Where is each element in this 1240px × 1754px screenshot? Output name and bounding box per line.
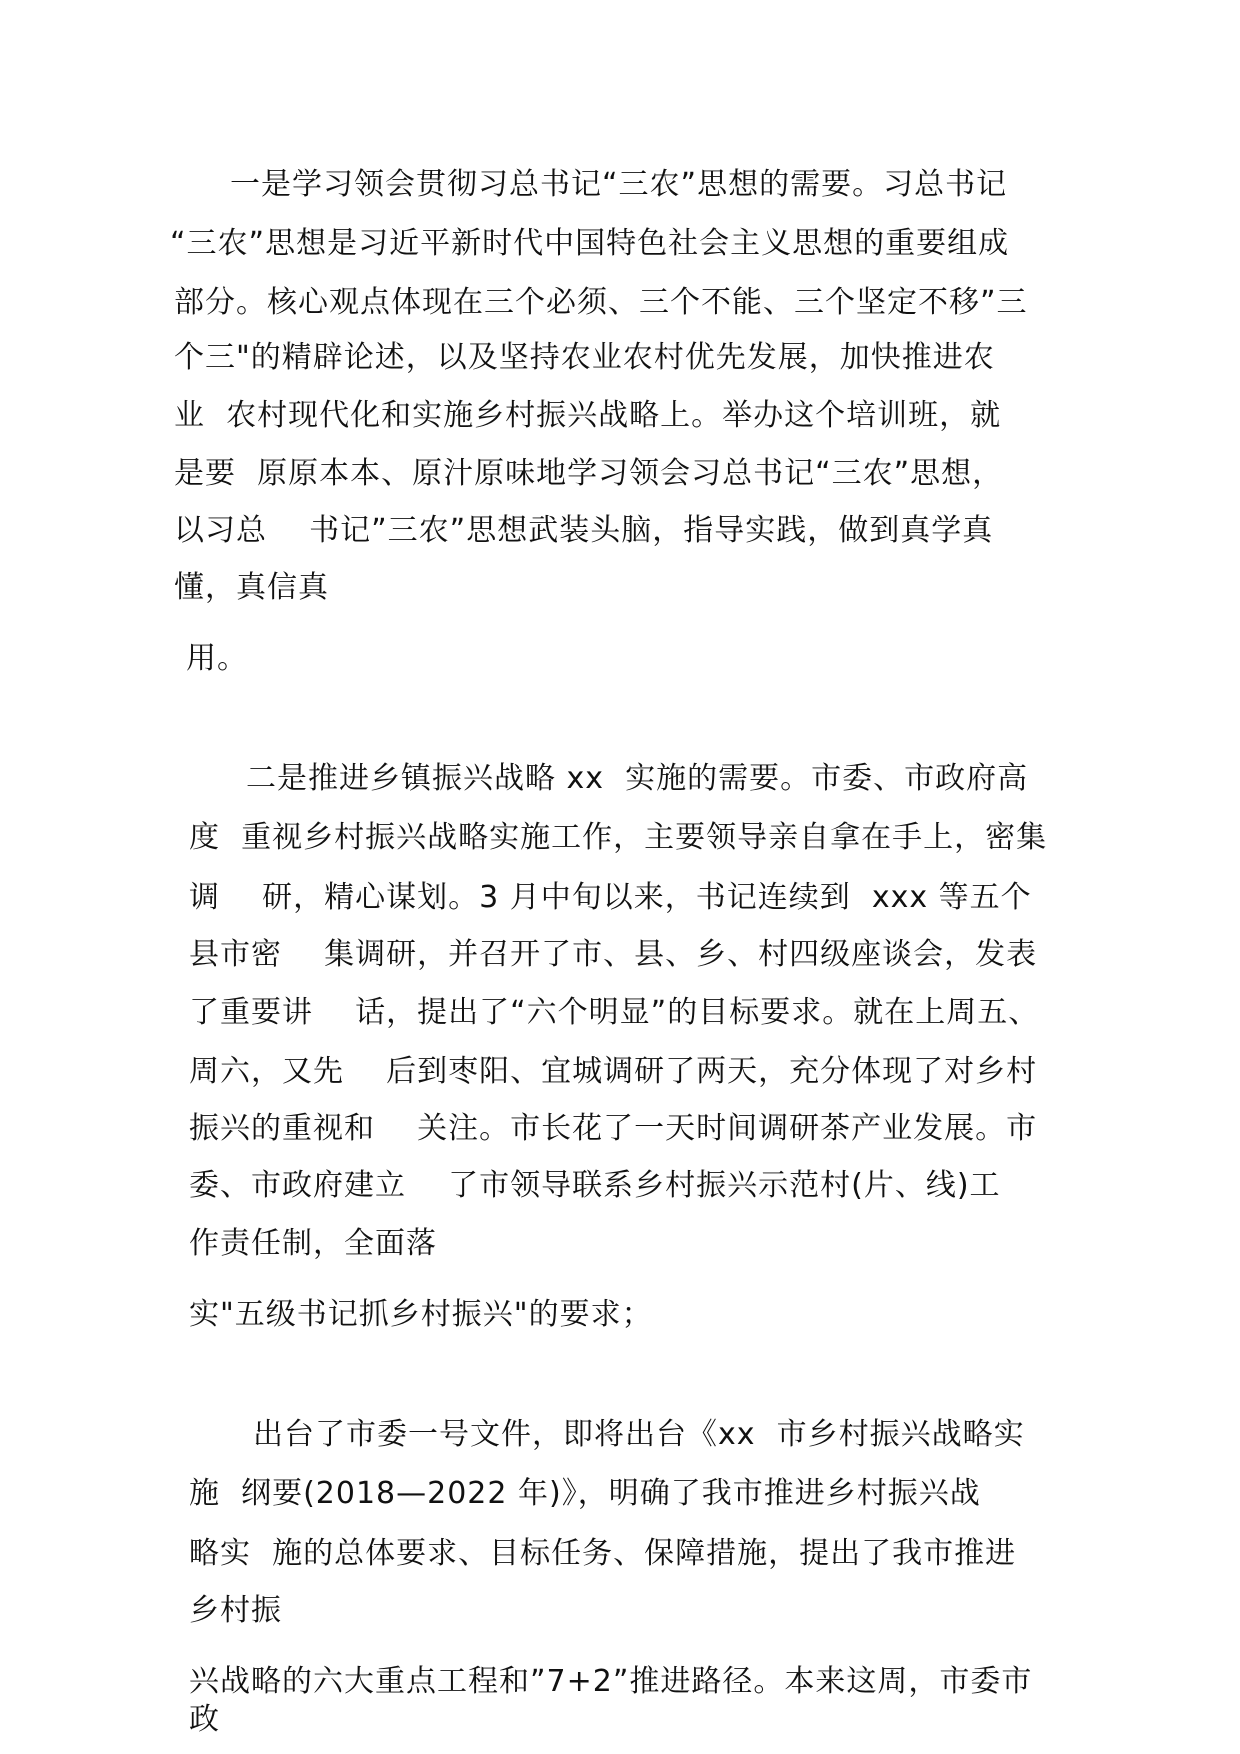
paragraph-2-line-9: 作责任制，全面落 — [189, 1226, 437, 1261]
paragraph-1-line-3: 部分。核心观点体现在三个必须、三个不能、三个坚定不移”三 — [174, 285, 1028, 320]
paragraph-1-line-4: 个三"的精辟论述，以及坚持农业农村优先发展，加快推进农 — [174, 340, 995, 375]
paragraph-3-line-2: 施 纲要(2018—2022 年)》，明确了我市推进乡村振兴战 — [189, 1476, 981, 1511]
paragraph-2-line-1: 二是推进乡镇振兴战略 xx 实施的需要。市委、市政府高 — [246, 761, 1029, 796]
paragraph-1-line-7: 以习总 书记”三农”思想武装头脑，指导实践，做到真学真 — [174, 513, 994, 548]
paragraph-1-line-1: 一是学习领会贯彻习总书记“三农”思想的需要。习总书记 — [230, 167, 1008, 202]
paragraph-3-line-1: 出台了市委一号文件，即将出台《xx 市乡村振兴战略实 — [253, 1417, 1025, 1452]
paragraph-3-line-5: 兴战略的六大重点工程和”7+2”推进路径。本来这周，市委市 — [189, 1664, 1033, 1699]
paragraph-2-line-7: 振兴的重视和 关注。市长花了一天时间调研茶产业发展。市 — [189, 1111, 1038, 1146]
paragraph-1-line-9: 用。 — [186, 641, 248, 676]
paragraph-1-line-8: 懂，真信真 — [174, 570, 329, 605]
paragraph-3-line-6: 政 — [189, 1702, 220, 1737]
paragraph-2-line-10: 实"五级书记抓乡村振兴"的要求； — [189, 1297, 653, 1332]
paragraph-2-line-5: 了重要讲 话，提出了“六个明显”的目标要求。就在上周五、 — [189, 995, 1040, 1030]
paragraph-3-line-3: 略实 施的总体要求、目标任务、保障措施，提出了我市推进 — [189, 1536, 1017, 1571]
paragraph-2-line-8: 委、市政府建立 了市领导联系乡村振兴示范村(片、线)工 — [189, 1168, 1001, 1203]
paragraph-2-line-4: 县市密 集调研，并召开了市、县、乡、村四级座谈会，发表 — [189, 937, 1038, 972]
paragraph-2-line-3: 调 研，精心谋划。3 月中旬以来，书记连续到 xxx 等五个 — [189, 880, 1032, 915]
paragraph-2-line-2: 度 重视乡村振兴战略实施工作，主要领导亲自拿在手上，密集 — [189, 820, 1048, 855]
paragraph-2-line-6: 周六，又先 后到枣阳、宜城调研了两天，充分体现了对乡村 — [189, 1054, 1038, 1089]
paragraph-1-line-6: 是要 原原本本、原汁原味地学习领会习总书记“三农”思想， — [174, 456, 1004, 491]
paragraph-1-line-2: “三农”思想是习近平新时代中国特色社会主义思想的重要组成 — [170, 226, 1010, 261]
paragraph-3-line-4: 乡村振 — [189, 1593, 282, 1628]
paragraph-1-line-5: 业 农村现代化和实施乡村振兴战略上。举办这个培训班，就 — [174, 398, 1002, 433]
